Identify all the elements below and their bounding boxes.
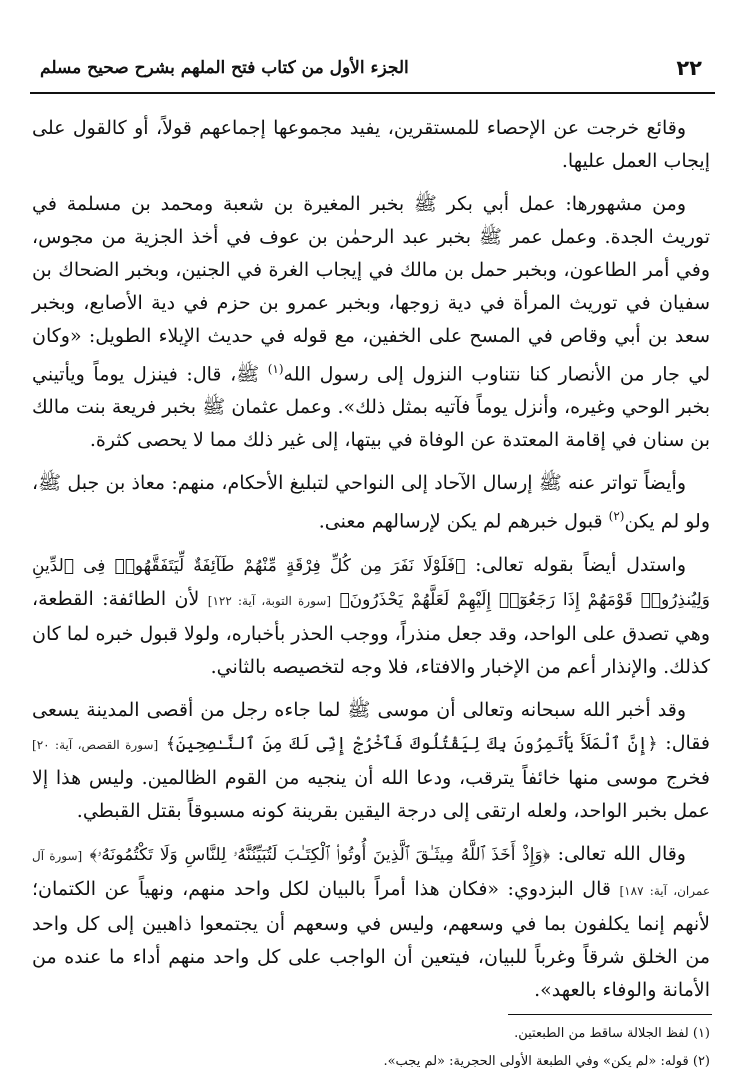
- verse-citation: [سورة التوبة، آية: ١٢٢]: [207, 593, 332, 608]
- quran-verse: ﴿وَإِذْ أَخَذَ ٱللَّهُ مِيثَـٰقَ ٱلَّذِينَ أُوتُوا۟ ٱلْكِتَـٰبَ لَتُبَيِّنُنَّهُۥ لِلنَّاسِ وَلَا تَكْتُمُونَهُۥ﴾: [89, 844, 551, 865]
- paragraph: وأيضاً تواتر عنه ﷺ إرسال الآحاد إلى النواحي لتبليغ الأحكام، منهم: معاذ بن جبل ﷺ، ولو لم يكن$^{(٢)}$ قبول خبرهم لم يكن لإرسالهم معنى.: [32, 472, 710, 533]
- footnote: (١) لفظ الجلالة ساقط من الطبعتين.: [514, 1026, 710, 1041]
- footnote-rule: [508, 1014, 712, 1015]
- paragraph: وقائع خرجت عن الإحصاء للمستقرين، يفيد مجموعها إجماعهم قولاً، أو كالقول على إيجاب العمل عليها.: [32, 117, 710, 172]
- quran-verse: ﴿فَلَوْلَا نَفَرَ مِن كُلِّ فِرْقَةٍ مِّنْهُمْ طَآئِفَةٌ لِّيَتَفَقَّهُوا۟ فِى ٱلدِّينِ وَلِيُنذِرُوا۟ قَوْمَهُمْ إِذَا رَجَعُوٓا۟ إِلَيْهِمْ لَعَلَّهُمْ يَحْذَرُونَ﴾: [32, 555, 710, 610]
- page-number: ٢٢: [676, 56, 702, 80]
- page-header: [32, 56, 710, 86]
- running-title: الجزء الأول من كتاب فتح الملهم بشرح صحيح مسلم: [40, 58, 409, 78]
- verse-citation: [سورة آل عمران، آية: ١٨٧]: [32, 848, 710, 898]
- main-text: [32, 112, 710, 1017]
- quran-verse: ﴿إِنَّ ٱلْمَلَأَ يَأْتَمِرُونَ بِكَ لِيَقْتُلُوكَ فَٱخْرُجْ إِنِّى لَكَ مِنَ ٱلنَّـٰصِحِينَ﴾: [165, 733, 658, 754]
- footnote-ref: (٢): [608, 509, 625, 524]
- paragraph: واستدل أيضاً بقوله تعالى: ﴿فَلَوْلَا نَفَرَ مِن كُلِّ فِرْقَةٍ مِّنْهُمْ طَآئِفَةٌ لِّيَتَفَقَّهُوا۟ فِى ٱلدِّينِ وَلِيُنذِرُوا۟ قَوْمَهُمْ إِذَا رَجَعُوٓا۟ إِلَيْهِمْ لَعَلَّهُمْ يَحْذَرُونَ﴾ [سورة التوبة، آية: ١٢٢] لأن الطائفة: القطعة، وهي تصدق على الواحد، وقد جعل منذراً، ووجب الحذر بأخباره، ولولا قبول خبره لما كان كذلك. والإنذار أعم من الإخبار والافتاء، فلا وجه لتخصيصه بالثاني.: [32, 553, 710, 678]
- footnote-ref: (١): [267, 362, 284, 376]
- footnotes: [40, 1020, 710, 1076]
- paragraph: وقال الله تعالى: ﴿وَإِذْ أَخَذَ ٱللَّهُ مِيثَـٰقَ ٱلَّذِينَ أُوتُوا۟ ٱلْكِتَـٰبَ لَتُبَيِّنُنَّهُۥ لِلنَّاسِ وَلَا تَكْتُمُونَهُۥ﴾ [سورة آل عمران، آية: ١٨٧] قال البزدوي: «فكان هذا أمراً بالبيان لكل واحد منهم، ونهياً عن الكتمان؛ لأنهم إنما يكلفون بما في وسعهم، وليس في وسعهم أن يجتمعوا ذاهبين إلى كل واحد من الخلق شرقاً وغرباً للبيان، فيتعين أن الواجب على كل واحد منهم أداء ما عنده من الأمانة والوفاء بالعهد».: [32, 842, 711, 1001]
- paragraph: ومن مشهورها: عمل أبي بكر ﷺ بخبر المغيرة بن شعبة ومحمد بن مسلمة في توريث الجدة. وعمل عمر ﷺ بخبر عبد الرحمٰن بن عوف في أخذ الجزية من مجوس، وفي أمر الطاعون، وبخبر حمل بن مالك في إيجاب الغرة في الجنين، وبخبر الضحاك بن سفيان في توريث المرأة في دية زوجها، وبخبر عمرو بن حزم في دية الأصابع، وبخبر سعد بن أبي وقاص في المسح على الخفين، مع قوله في حديث الإيلاء الطويل: «وكان لي جار من الأنصار كنا نتناوب النزول إلى رسول الله$^{(١)}$ ﷺ، قال: فينزل يوماً ويأتيني بخبر الوحي وغيره، وأنزل يوماً فآتيه بمثل ذلك». وعمل عثمان ﷺ بخبر فريعة بنت مالك بن سنان في إقامة المعتدة عن الوفاة في بيتها، إلى غير ذلك مما لا يحصى كثرة.: [32, 193, 710, 452]
- header-rule: [30, 92, 715, 94]
- verse-citation: [سورة القصص، آية: ٢٠]: [32, 737, 159, 752]
- paragraph: وقد أخبر الله سبحانه وتعالى أن موسى ﷺ لما جاءه رجل من أقصى المدينة يسعى فقال: ﴿إِنَّ ٱلْمَلَأَ يَأْتَمِرُونَ بِكَ لِيَقْتُلُوكَ فَٱخْرُجْ إِنِّى لَكَ مِنَ ٱلنَّـٰصِحِينَ﴾ [سورة القصص، آية: ٢٠] فخرج موسى منها خائفاً يترقب، ودعا الله أن ينجيه من القوم الظالمين. وليس هذا إلا عمل بخبر الواحد، ولعله ارتقى إلى درجة اليقين بقرينة كونه مسبوقاً بقتل القبطي.: [32, 698, 710, 822]
- footnote: (٢) قوله: «لم يكن» وفي الطبعة الأولى الحجرية: «لم يجب».: [383, 1054, 710, 1069]
